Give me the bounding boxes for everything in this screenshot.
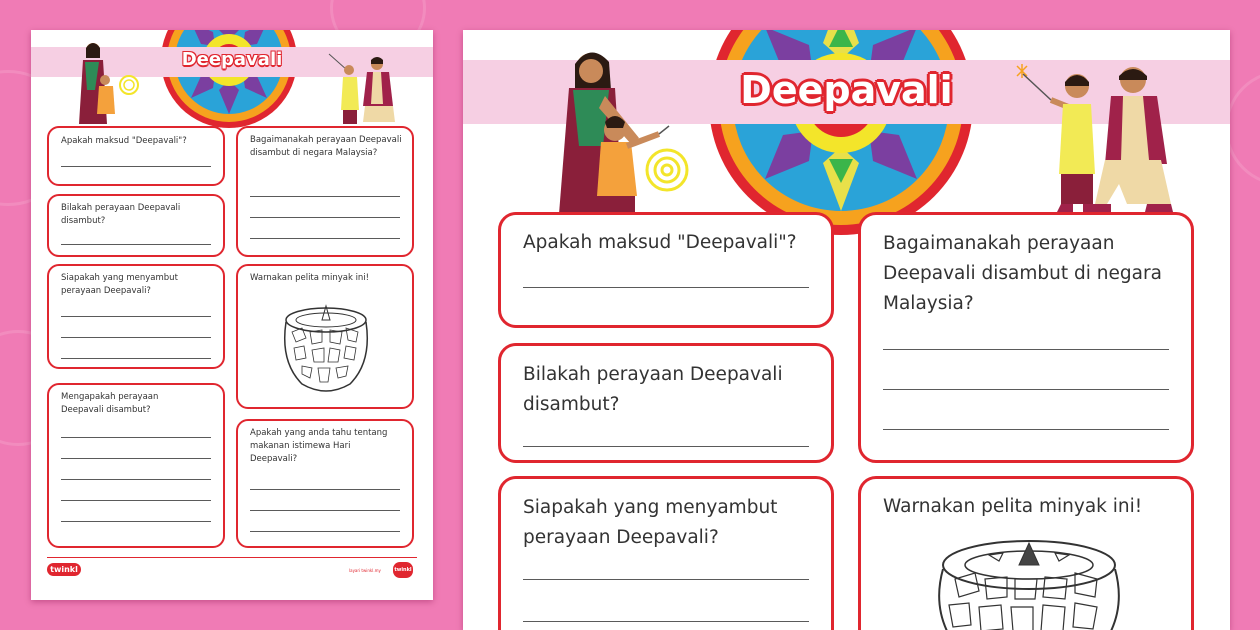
question-card-4 [47, 383, 225, 548]
question-card-6 [236, 264, 414, 409]
worksheet-zoom [463, 30, 1230, 630]
question-card-6 [858, 476, 1194, 630]
answer-line[interactable] [61, 437, 211, 438]
mother-child-sparkler-illustration [59, 40, 139, 125]
question-card-3 [498, 476, 834, 630]
oil-lamp-outline-icon [919, 535, 1139, 630]
answer-line[interactable] [250, 217, 400, 218]
answer-line[interactable] [61, 244, 211, 245]
answer-line[interactable] [250, 510, 400, 511]
twinkl-logo: twinkl [47, 563, 81, 576]
answer-line[interactable] [61, 358, 211, 359]
mandala-illustration [159, 30, 299, 130]
question-text: Apakah yang anda tahu tentang makanan istimewa Hari Deepavali? [250, 428, 388, 465]
question-text: Warnakan pelita minyak ini! [883, 496, 1143, 517]
answer-line[interactable] [523, 621, 809, 622]
worksheet-title: Deepavali [740, 68, 953, 112]
answer-line[interactable] [61, 500, 211, 501]
background-swirl [1225, 70, 1260, 186]
oil-lamp-outline-icon [272, 302, 380, 398]
answer-line[interactable] [250, 238, 400, 239]
question-text: Bagaimanakah perayaan Deepavali disambut di negara Malaysia? [250, 135, 402, 159]
question-card-7 [236, 419, 414, 548]
question-card-5 [236, 126, 414, 257]
question-text: Mengapakah perayaan Deepavali disambut? [61, 392, 159, 416]
footer-divider [47, 557, 417, 558]
answer-line[interactable] [61, 166, 211, 167]
answer-line[interactable] [250, 489, 400, 490]
question-card-1 [47, 126, 225, 186]
worksheet-thumbnail [31, 30, 433, 600]
question-text: Bagaimanakah perayaan Deepavali disambut di negara Malaysia? [883, 233, 1162, 314]
answer-line[interactable] [523, 579, 809, 580]
answer-line[interactable] [883, 349, 1169, 350]
question-card-1 [498, 212, 834, 328]
answer-line[interactable] [883, 389, 1169, 390]
answer-line[interactable] [61, 337, 211, 338]
footer-url: layari twinkl.my [349, 568, 381, 573]
answer-line[interactable] [250, 531, 400, 532]
question-card-2 [498, 343, 834, 463]
mother-child-sparkler-illustration [519, 46, 689, 216]
answer-line[interactable] [61, 479, 211, 480]
answer-line[interactable] [61, 316, 211, 317]
question-text: Siapakah yang menyambut perayaan Deepavali? [523, 497, 778, 548]
worksheet-title: Deepavali [181, 49, 283, 70]
question-text: Bilakah perayaan Deepavali disambut? [61, 203, 181, 227]
question-card-2 [47, 194, 225, 257]
twinkl-logo: twinkl [393, 562, 413, 578]
boy-man-sparkler-illustration [1011, 64, 1201, 214]
question-text: Bilakah perayaan Deepavali disambut? [523, 364, 783, 415]
answer-line[interactable] [523, 446, 809, 447]
question-text: Warnakan pelita minyak ini! [250, 273, 370, 283]
boy-man-sparkler-illustration [327, 50, 407, 126]
question-card-3 [47, 264, 225, 369]
answer-line[interactable] [883, 429, 1169, 430]
question-text: Apakah maksud "Deepavali"? [523, 232, 797, 253]
question-card-5 [858, 212, 1194, 463]
question-text: Apakah maksud "Deepavali"? [61, 136, 187, 146]
answer-line[interactable] [523, 287, 809, 288]
answer-line[interactable] [250, 196, 400, 197]
answer-line[interactable] [61, 521, 211, 522]
answer-line[interactable] [61, 458, 211, 459]
question-text: Siapakah yang menyambut perayaan Deepavali? [61, 273, 178, 297]
